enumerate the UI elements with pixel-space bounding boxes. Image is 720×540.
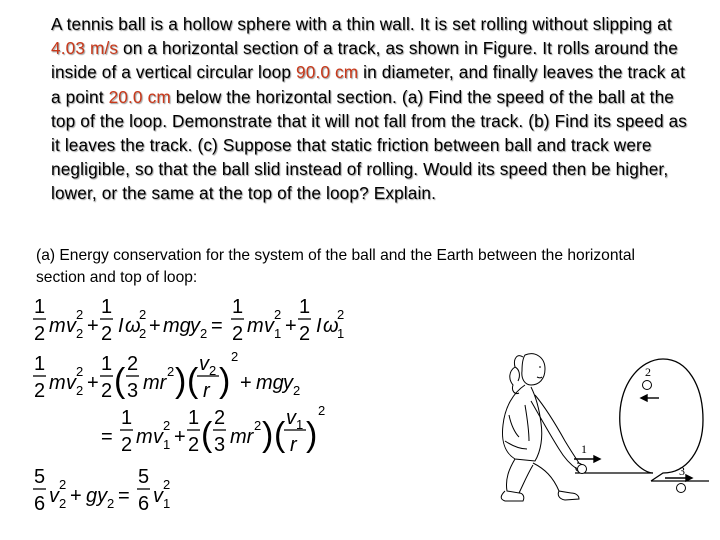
loop-track-diagram	[475, 345, 710, 505]
eq2-rparen-a: )	[175, 362, 187, 400]
eq3-sup-c: 2	[318, 403, 326, 418]
eq2-plus-a: +	[87, 372, 99, 394]
eq1-mg: mg	[163, 315, 191, 337]
eq3-lparen-b: (	[274, 416, 286, 454]
eq2-mr: mr	[143, 372, 167, 394]
eq4-plus: +	[70, 485, 82, 507]
eq3-num-c: 2	[214, 407, 226, 429]
arrow-3-head	[686, 475, 692, 481]
eq2-den-a: 2	[34, 380, 46, 402]
eq2-sup-b: 2	[167, 364, 175, 379]
girl-figure	[501, 354, 583, 501]
eq1-num-d: 1	[299, 296, 311, 318]
eq3-rparen-b: )	[306, 416, 318, 454]
eq2-mass: m	[49, 372, 66, 394]
ball-position-3	[677, 484, 686, 493]
problem-text-4: below the horizontal section. (a) Find the speed of the ball at the top of the loop. Demonstrate that it will not fall from the track. (b) Find its speed as it leaves the track. (c) Suppose that static friction between ball and track were negligible, so that the ball slid instead of rolling. Would its speed then be higher, lower, or the same at the top of the loop? Explain.	[51, 86, 688, 204]
eq4-gy: gy	[86, 485, 108, 507]
loop	[620, 359, 703, 481]
eq2-num-c: 2	[127, 353, 139, 375]
track	[575, 359, 709, 481]
eq2-vel: v	[66, 372, 76, 394]
eq3-lparen-a: (	[201, 416, 213, 454]
eq1-num-b: 1	[101, 296, 113, 318]
label-1: 1	[581, 442, 587, 456]
shirt-hem	[505, 441, 527, 449]
eq4-den-b: 6	[138, 493, 150, 515]
eq1-inertia-a: I	[118, 315, 124, 337]
eq3-equals: =	[101, 426, 113, 448]
eq2-frac-vel: v	[199, 353, 209, 375]
eq1-equals: =	[211, 315, 223, 337]
leg-right	[533, 463, 571, 493]
eq3-sup-a: 2	[163, 418, 171, 433]
eq1-den-c: 2	[232, 323, 244, 345]
eq2-sub-a: 2	[76, 383, 84, 398]
highlight-speed: 4.03 m/s	[51, 38, 119, 59]
eq1-sub-e: 1	[337, 326, 345, 341]
eq1-plus-c: +	[285, 315, 297, 337]
highlight-diameter: 90.0 cm	[296, 62, 359, 83]
arrow-2-head	[641, 395, 647, 401]
eq1-mass-b: m	[247, 315, 264, 337]
eq1-den-a: 2	[34, 323, 46, 345]
ball-position-1	[578, 465, 587, 474]
eq1-sub-c: 2	[200, 326, 208, 341]
solution-intro: (a) Energy conservation for the system of the ball and the Earth between the horizontal section and top of loop:	[36, 247, 635, 286]
label-3: 3	[679, 464, 685, 478]
eq2-lparen-b: (	[187, 362, 199, 400]
arrow-1-head	[594, 456, 600, 462]
eq1-sup-b: 2	[139, 307, 147, 322]
ball-position-2	[643, 381, 652, 390]
velocity-arrows	[574, 395, 692, 481]
eq2-den-c: 3	[127, 380, 139, 402]
shirt-fold-b	[525, 405, 529, 441]
eq3-mr: mr	[230, 426, 254, 448]
eq3-frac-vel: v	[286, 407, 296, 429]
eq1-sub-b: 2	[139, 326, 147, 341]
eq2-height: y	[283, 372, 293, 394]
eq1-sub-a: 2	[76, 326, 84, 341]
eq1-vel-a: v	[66, 315, 76, 337]
equation-4	[33, 466, 170, 515]
eq1-num-c: 1	[232, 296, 244, 318]
eq1-sup-a: 2	[76, 307, 84, 322]
eq1-plus-a: +	[87, 315, 99, 337]
eq2-plus-b: +	[240, 372, 252, 394]
eq2-rparen-b: )	[219, 362, 231, 400]
eq2-sup-c: 2	[231, 349, 239, 364]
equation-2	[33, 349, 300, 402]
highlight-drop: 20.0 cm	[108, 86, 171, 107]
eq1-height: y	[190, 315, 200, 337]
eq4-den-a: 6	[34, 493, 46, 515]
eq1-plus-b: +	[149, 315, 161, 337]
eq4-vel-a: v	[49, 485, 59, 507]
eq3-sub-a: 1	[163, 437, 171, 452]
eq1-sup-d: 2	[274, 307, 282, 322]
eq3-den-a: 2	[121, 434, 133, 456]
mouth	[537, 377, 542, 378]
equation-1	[33, 296, 344, 345]
leg-left	[506, 459, 533, 493]
arm-lower	[531, 401, 577, 469]
eq1-sub-d: 1	[274, 326, 282, 341]
eq4-vel-b: v	[153, 485, 163, 507]
problem-text-2: on a horizontal section of a track, as shown in Figure. It rolls around the inside of a vertical circular loop	[51, 38, 678, 83]
eq1-omega-b: ω	[323, 315, 339, 337]
eq3-plus: +	[174, 426, 186, 448]
eq3-den-c: 3	[214, 434, 226, 456]
eq1-num-a: 1	[34, 296, 46, 318]
label-2: 2	[645, 365, 651, 379]
eq1-inertia-b: I	[316, 315, 322, 337]
eq4-sub-a: 2	[59, 496, 67, 511]
hair-strand	[515, 367, 519, 381]
eq2-den-b: 2	[101, 380, 113, 402]
shoe-left	[501, 491, 524, 501]
eq2-sub-b: 2	[209, 363, 217, 378]
eq4-sup-c: 2	[163, 477, 171, 492]
eq3-vel: v	[153, 426, 163, 448]
shirt-fold-a	[509, 415, 519, 437]
eq3-rparen-a: )	[262, 416, 274, 454]
eq4-equals: =	[118, 485, 130, 507]
eq4-sup-a: 2	[59, 477, 67, 492]
eq1-omega-a: ω	[125, 315, 141, 337]
eq3-mass: m	[136, 426, 153, 448]
eq4-sub-b: 2	[107, 496, 115, 511]
eq2-mg: mg	[256, 372, 284, 394]
head	[522, 354, 545, 385]
eq2-sub-c: 2	[293, 383, 301, 398]
eq1-vel-b: v	[264, 315, 274, 337]
eq1-den-d: 2	[299, 323, 311, 345]
equation-3	[101, 403, 325, 456]
eq4-num-b: 5	[138, 466, 150, 488]
problem-text-3: in diameter, and finally leaves the track at a point	[51, 62, 686, 107]
eq4-num-a: 5	[34, 466, 46, 488]
eq3-num-b: 1	[188, 407, 200, 429]
eq2-lparen-a: (	[114, 362, 126, 400]
eq3-num-a: 1	[121, 407, 133, 429]
eq2-num-a: 1	[34, 353, 46, 375]
problem-text-1: A tennis ball is a hollow sphere with a thin wall. It is set rolling without slipping at	[51, 14, 672, 34]
eq3-sup-b: 2	[254, 418, 262, 433]
eq2-num-b: 1	[101, 353, 113, 375]
eq4-sub-c: 1	[163, 496, 171, 511]
eq3-den-b: 2	[188, 434, 200, 456]
eq1-mass-a: m	[49, 315, 66, 337]
eq2-radius: r	[203, 380, 210, 402]
eq3-sub-b: 1	[296, 417, 304, 432]
eq1-den-b: 2	[101, 323, 113, 345]
eq2-sup-a: 2	[76, 364, 84, 379]
eq1-sup-e: 2	[337, 307, 345, 322]
eq3-radius: r	[290, 434, 297, 456]
